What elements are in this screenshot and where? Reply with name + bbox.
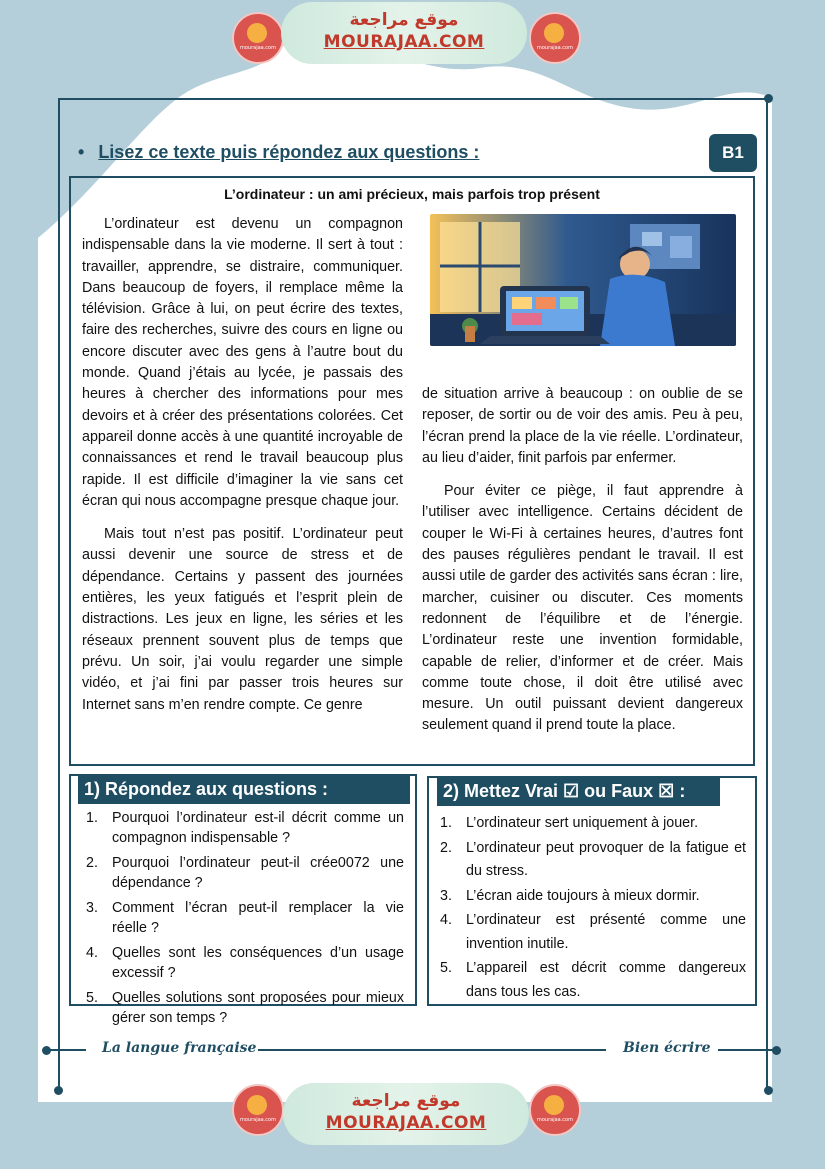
site-logo: mourajaa.com: [232, 1084, 284, 1136]
questions-list: [86, 808, 404, 1033]
text-title: L’ordinateur : un ami précieux, mais parfois trop présent: [224, 186, 600, 202]
text-column-left: [82, 214, 403, 716]
frame-top: [60, 98, 768, 100]
paragraph: de situation arrive à beaucoup : on oublie de se reposer, de sortir ou de voir des amis. Peu à peu, l’écran prend la place de la vie réelle. L’ordinateur, au lieu d’aider, finit parfois par enfermer.: [422, 386, 743, 466]
footer-divider: [46, 1049, 86, 1051]
list-item: 5. Quelles solutions sont proposées pour mieux gérer son temps ?: [86, 990, 404, 1026]
level-badge: B1: [709, 134, 757, 172]
site-banner-bottom[interactable]: [283, 1083, 529, 1145]
text-column-right: [422, 384, 743, 737]
frame-dot: [764, 94, 773, 103]
paragraph: Mais tout n’est pas positif. L’ordinateur peut aussi devenir une source de stress et de dépendance. Certains y passent des journées entières, les yeux fatigués et l’esprit plein de distractions. Les jeux en ligne, les séries et les réseaux prennent souvent plus de temps que prévu. Un soir, j’ai voulu regarder une simple vidéo, et j’ai fini par passer trois heures sur Internet sans m’en rendre compte. Ce genre: [82, 526, 403, 713]
list-item: 4. Quelles sont les conséquences d’un usage excessif ?: [86, 945, 404, 981]
list-item: 2. L’ordinateur peut provoquer de la fatigue et du stress.: [440, 839, 746, 879]
footer-subject: La langue française: [102, 1040, 257, 1056]
paragraph: L’ordinateur est devenu un compagnon indispensable dans la vie moderne. Il sert à tout : travailler, apprendre, se distraire, communiquer. Dans beaucoup de foyers, il remplace même la télévision. Grâce à lui, on peut écrire des textes, faire des recherches, suivre des cours en ligne ou encore discuter avec des gens à l’autre bout du monde. Quand j’étais au lycée, je passais des heures à chercher des informations pour mes devoirs et à créer des présentations colorées. Cet appareil donne accès à une quantité incroyable de connaissances et rend le travail beaucoup plus rapide. Il est difficile d’imaginer la vie sans cet écran qui nous accompagne presque chaque jour.: [82, 216, 403, 509]
list-item: 2. Pourquoi l’ordinateur peut-il crée0072 une dépendance ?: [86, 855, 404, 891]
list-item: 4. L’ordinateur est présenté comme une invention inutile.: [440, 912, 746, 952]
list-item: 3. Comment l’écran peut-il remplacer la vie réelle ?: [86, 900, 404, 936]
true-false-list: [440, 812, 746, 1005]
site-logo: mourajaa.com: [232, 12, 284, 64]
footer-divider: [258, 1049, 606, 1051]
frame-dot: [764, 1086, 773, 1095]
footer-dot: [772, 1046, 781, 1055]
footer-section: Bien écrire: [623, 1040, 711, 1056]
list-item: 1. Pourquoi l’ordinateur est-il décrit comme un compagnon indispensable ?: [86, 810, 404, 846]
questions-heading: 1) Répondez aux questions :: [78, 774, 410, 804]
footer-divider: [718, 1049, 774, 1051]
paragraph: Pour éviter ce piège, il faut apprendre à l’utiliser avec intelligence. Certains décident de couper le Wi-Fi à certaines heures, d’autres font des pauses régulières pendant le travail. Il est aussi utile de garder des activités sans écran : lire, marcher, cuisiner ou discuter. Ces moments redonnent de l’équilibre et de l’énergie. L’ordinateur reste une invention formidable, capable de relier, d’informer et de créer. Mais comme toute chose, il doit être utilisé avec mesure. Un outil puissant devient dangereux seulement quand il prend toute la place.: [422, 483, 743, 734]
bullet-icon: •: [78, 142, 85, 162]
frame-right: [766, 98, 768, 1090]
list-item: 1. L’ordinateur sert uniquement à jouer.: [440, 815, 699, 831]
site-logo: mourajaa.com: [529, 12, 581, 64]
site-logo: mourajaa.com: [529, 1084, 581, 1136]
site-name-latin[interactable]: MOURAJAA.COM: [325, 1113, 487, 1133]
site-name-latin[interactable]: MOURAJAA.COM: [323, 32, 485, 52]
site-banner-top[interactable]: [281, 2, 527, 64]
frame-left: [58, 98, 60, 1090]
frame-dot: [54, 1086, 63, 1095]
list-item: 5. L’appareil est décrit comme dangereux dans tous les cas.: [440, 960, 746, 1000]
true-false-heading: 2) Mettez Vrai ☑ ou Faux ☒ :: [437, 776, 720, 806]
site-name-arabic: موقع مراجعة: [349, 10, 459, 30]
instruction-heading: • Lisez ce texte puis répondez aux questions :: [78, 142, 480, 162]
illustration-person-at-computer: [430, 214, 736, 346]
site-name-arabic: موقع مراجعة: [351, 1091, 461, 1111]
list-item: 3. L’écran aide toujours à mieux dormir.: [440, 887, 700, 904]
